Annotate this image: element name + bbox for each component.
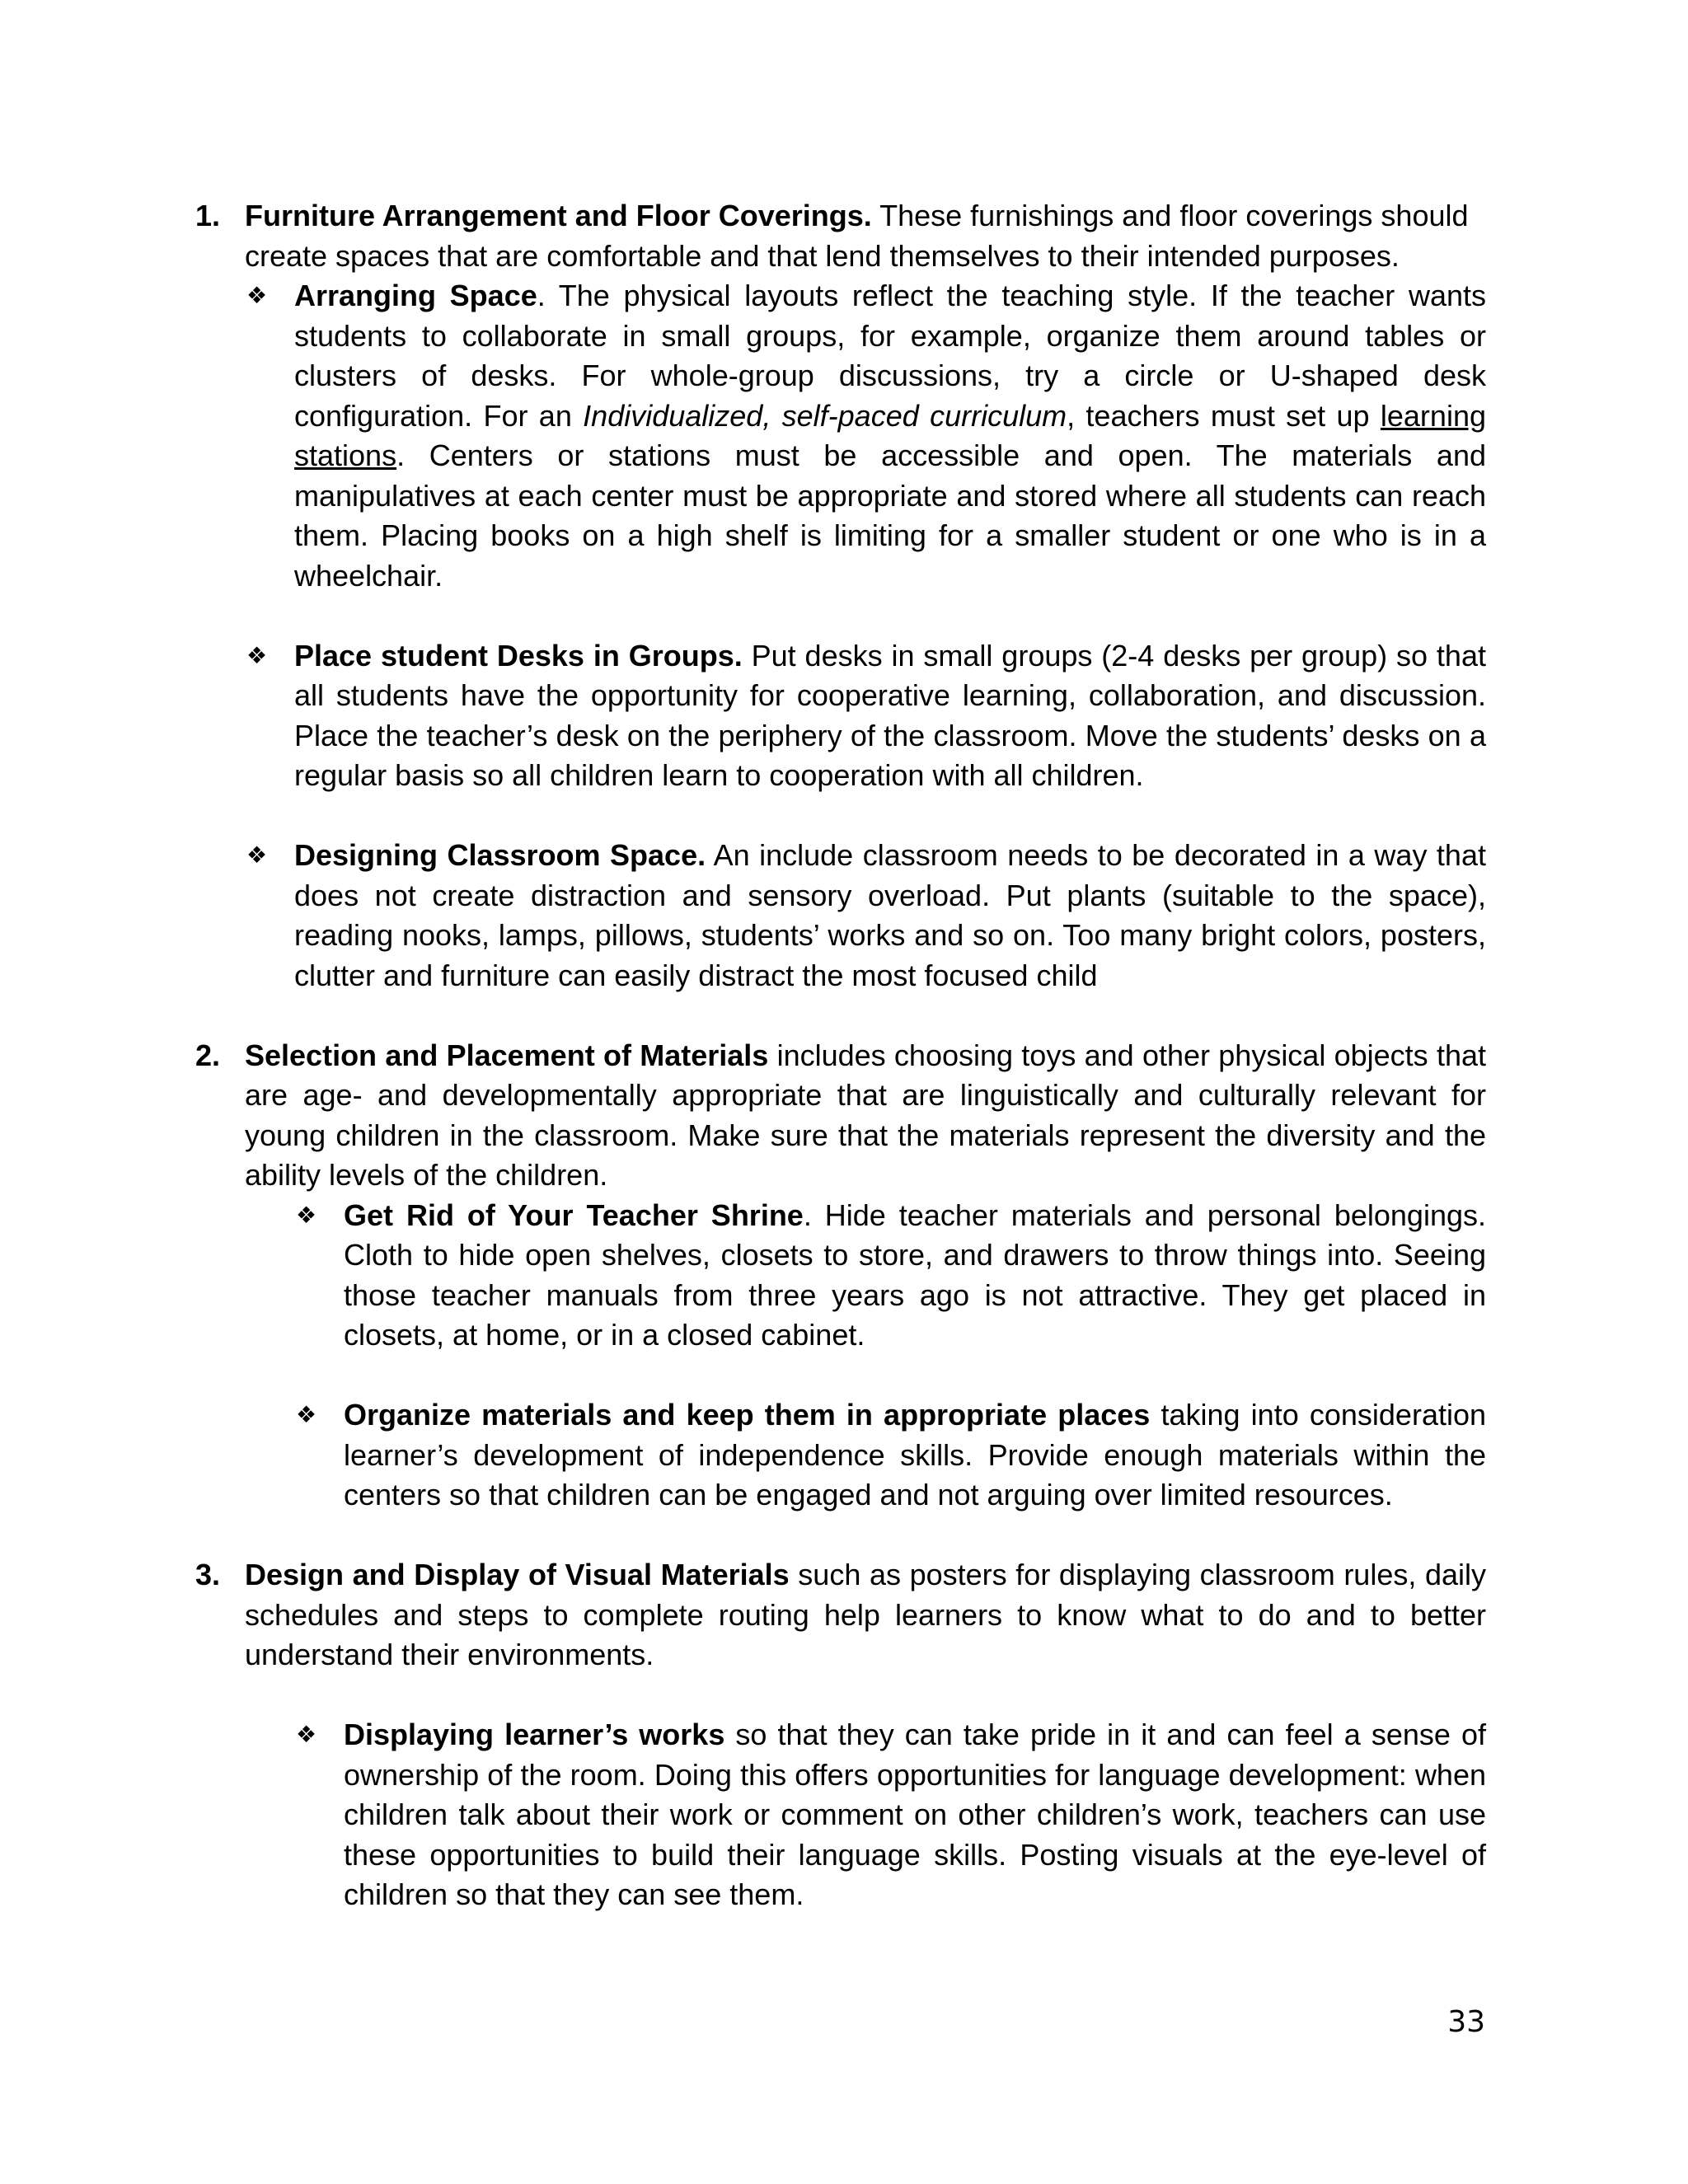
bullet-list bbox=[245, 276, 1486, 996]
section-intro bbox=[245, 1036, 1486, 1196]
bullet-item bbox=[246, 276, 1486, 596]
bullet-text: . Hide teacher materials and personal belongings. Cloth to hide open shelves, closets to store, and drawers to throw things into. Seeing those teacher manuals from three years ago is not attractive. They get placed in closets, at home, or in a closed cabinet. bbox=[344, 1197, 1486, 1352]
four-diamond-bullet-icon: ❖ bbox=[246, 642, 268, 668]
bullet-underlined-text: learning stations bbox=[294, 398, 1486, 472]
bullet-heading: Arranging Space bbox=[294, 279, 537, 312]
section-text: These furnishings and floor coverings should create spaces that are comfortable and that lend themselves to their intended purposes. bbox=[245, 199, 1469, 273]
bullet-text: taking into consideration learner’s development of independence skills. Provide enough materials within the centers so that children can be engaged and not arguing over limited resources. bbox=[344, 1398, 1487, 1511]
section-number: 2. bbox=[195, 1038, 221, 1072]
section-text: such as posters for displaying classroom rules, daily schedules and steps to complete routing help learners to know what to do and to better understand their environments. bbox=[245, 1558, 1487, 1671]
bullet-heading: Designing Classroom Space. bbox=[294, 838, 706, 872]
section-heading: Furniture Arrangement and Floor Coverings. bbox=[245, 199, 872, 232]
four-diamond-bullet-icon: ❖ bbox=[296, 1202, 317, 1228]
four-diamond-bullet-icon: ❖ bbox=[246, 842, 268, 868]
four-diamond-bullet-icon: ❖ bbox=[296, 1402, 317, 1427]
bullet-text: . The physical layouts reflect the teaching style. If the teacher wants students to collaborate in small groups, for example, organize them around tables or clusters of desks. For whole-group discussions, try a circle or U-shaped desk configuration. For an bbox=[294, 279, 1486, 433]
four-diamond-bullet-icon: ❖ bbox=[296, 1722, 317, 1747]
section-number: 1. bbox=[195, 199, 221, 232]
section-1 bbox=[195, 196, 1486, 996]
bullet-list bbox=[245, 1196, 1486, 1516]
section-3 bbox=[195, 1555, 1486, 1915]
bullet-italic-text: Individualized, self-paced curriculum bbox=[583, 398, 1067, 433]
bullet-text: so that they can take pride in it and can feel a sense of ownership of the room. Doing this offers opportunities for language development: when children talk about their work or comment on other children’s work, teachers can use these opportunities to build their language skills. Posting visuals at the eye-level of children so that they can see them. bbox=[344, 1718, 1486, 1911]
bullet-heading: Get Rid of Your Teacher Shrine bbox=[344, 1197, 804, 1232]
bullet-text: An include classroom needs to be decorated in a way that does not create distraction and sensory overload. Put plants (suitable to the space), reading nooks, lamps, pillows, students’ works and so on. Too many bright colors, posters, clutter and furniture can easily distract the most focused child bbox=[294, 838, 1486, 992]
bullet-text: Put desks in small groups (2-4 desks per group) so that all students have the opportunity for cooperative learning, collaboration, and discussion. Place the teacher’s desk on the periphery of the classroom. Move the students’ desks on a regular basis so all children learn to cooperation with all children. bbox=[294, 638, 1486, 792]
bullet-heading: Displaying learner’s works bbox=[344, 1718, 725, 1751]
page-number: 33 bbox=[1447, 2005, 1485, 2039]
section-number: 3. bbox=[195, 1558, 221, 1591]
bullet-heading: Place student Desks in Groups. bbox=[294, 638, 743, 673]
section-2 bbox=[195, 1036, 1486, 1516]
bullet-text: , teachers must set up bbox=[1067, 398, 1381, 433]
bullet-item bbox=[246, 836, 1486, 996]
page-content bbox=[195, 196, 1486, 1915]
four-diamond-bullet-icon: ❖ bbox=[246, 283, 268, 308]
bullet-list bbox=[245, 1715, 1486, 1915]
section-text: includes choosing toys and other physical objects that are age- and developmentally appropriate that are linguistically and culturally relevant for young children in the classroom. Make sure that the materials represent the diversity and the ability levels of the children. bbox=[245, 1038, 1486, 1192]
bullet-item bbox=[296, 1715, 1486, 1915]
bullet-text: . Centers or stations must be accessible and open. The materials and manipulatives at each center must be appropriate and stored where all students can reach them. Placing books on a high shelf is limiting for a smaller student or one who is in a wheelchair. bbox=[294, 438, 1486, 593]
bullet-heading: Organize materials and keep them in appropriate places bbox=[344, 1398, 1151, 1432]
section-intro bbox=[245, 196, 1486, 276]
bullet-item bbox=[246, 636, 1486, 796]
section-heading: Design and Display of Visual Materials bbox=[245, 1558, 790, 1591]
bullet-item bbox=[296, 1395, 1487, 1516]
bullet-item bbox=[296, 1196, 1486, 1356]
section-heading: Selection and Placement of Materials bbox=[245, 1038, 769, 1072]
section-intro bbox=[245, 1555, 1486, 1675]
